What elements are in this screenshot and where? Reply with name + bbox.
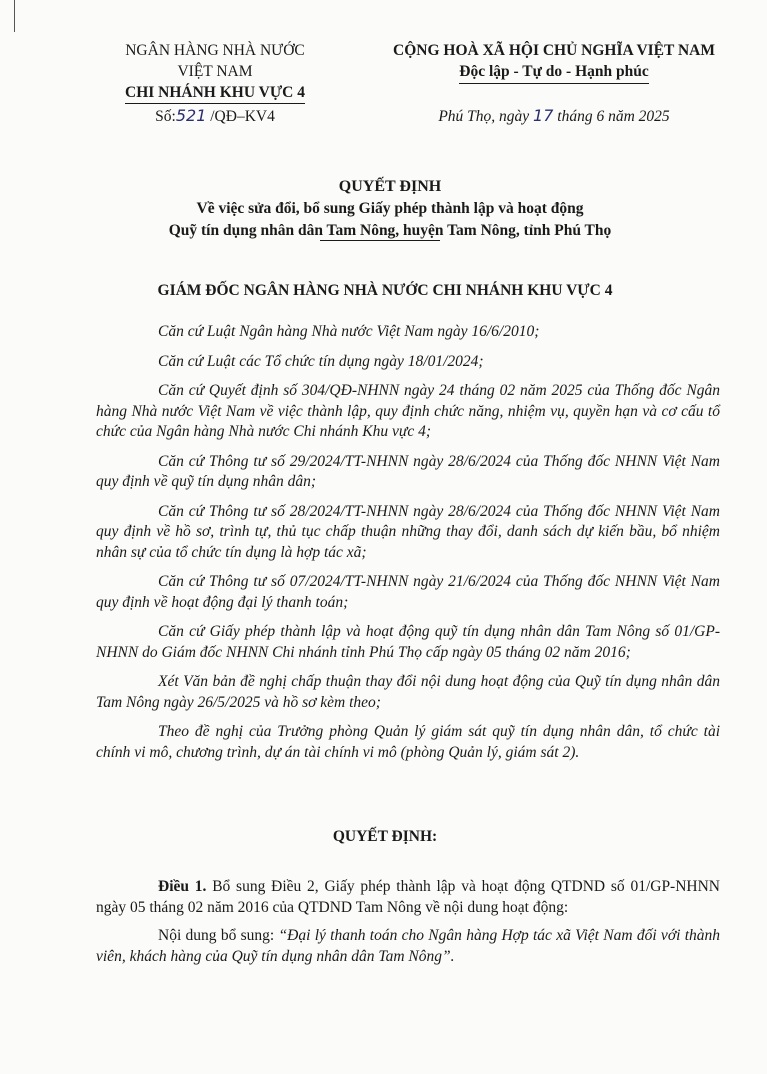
basis-item: Căn cứ Thông tư số 07/2024/TT-NHNN ngày 21/6/2024 của Thống đốc NHNN Việt Nam quy định về hoạt động đại lý thanh toán; [96, 573, 720, 611]
basis-item: Xét Văn bản đề nghị chấp thuận thay đổi nội dung hoạt động của Quỹ tín dụng nhân dân Tam Nông ngày 26/5/2025 và hồ sơ kèm theo; [96, 673, 720, 711]
place-date-prefix: Phú Thọ, ngày [438, 108, 530, 125]
article-1-label: Điều 1. [158, 878, 207, 895]
decision-title-block [60, 176, 720, 242]
article-1-content [96, 925, 720, 967]
agency-line2: VIỆT NAM [177, 63, 253, 80]
basis-item: Căn cứ Luật Ngân hàng Nhà nước Việt Nam ngày 16/6/2010; [158, 323, 540, 340]
content-prefix: Nội dung bổ sung: [158, 927, 275, 944]
legal-basis-list [96, 322, 720, 772]
article-1-text: Bổ sung Điều 2, Giấy phép thành lập và hoạt động QTDND số 01/GP-NHNN ngày 05 tháng 02 năm 2016 của QTDND Tam Nông về nội dung hoạt động: [96, 878, 720, 916]
decision-subject-line2: Quỹ tín dụng nhân dân Tam Nông, huyện Tam Nông, tỉnh Phú Thọ [168, 222, 612, 239]
issuing-authority: GIÁM ĐỐC NGÂN HÀNG NHÀ NƯỚC CHI NHÁNH KHU VỰC 4 [157, 282, 613, 299]
basis-item: Theo đề nghị của Trưởng phòng Quản lý giám sát quỹ tín dụng nhân dân, tổ chức tài chính vi mô, chương trình, dự án tài chính vi mô (phòng Quản lý, giám sát 2). [96, 723, 720, 761]
republic-title: CỘNG HOÀ XÃ HỘI CHỦ NGHĨA VIỆT NAM [393, 42, 715, 59]
doc-no-suffix: /QĐ–KV4 [210, 108, 275, 125]
place-date [368, 106, 740, 126]
document-number [100, 106, 330, 126]
national-header [368, 40, 740, 84]
article-1-paragraph [96, 876, 720, 918]
basis-item: Căn cứ Luật các Tổ chức tín dụng ngày 18/01/2024; [158, 352, 484, 370]
agency-line1: NGÂN HÀNG NHÀ NƯỚC [125, 42, 305, 59]
doc-no-prefix: Số: [155, 108, 176, 125]
decision-title: QUYẾT ĐỊNH [338, 178, 442, 195]
decision-subject-line1: Về việc sửa đổi, bổ sung Giấy phép thành lập và hoạt động [196, 200, 584, 217]
decision-heading: QUYẾT ĐỊNH: [332, 828, 438, 845]
doc-no-handwritten: 521 [175, 106, 207, 125]
scan-edge-mark [14, 0, 15, 32]
basis-item: Căn cứ Quyết định số 304/QĐ-NHNN ngày 24 tháng 02 năm 2025 của Thống đốc Ngân hàng Nhà nước Việt Nam về việc thành lập, quy định chức năng, nhiệm vụ, quyền hạn và cơ cấu tổ chức của Ngân hàng Nhà nước Chi nhánh Khu vực 4; [96, 382, 720, 440]
issuer-header [100, 40, 330, 104]
national-motto: Độc lập - Tự do - Hạnh phúc [459, 61, 648, 84]
basis-item: Căn cứ Giấy phép thành lập và hoạt động quỹ tín dụng nhân dân Tam Nông số 01/GP-NHNN do Giám đốc NHNN Chi nhánh tỉnh Phú Thọ cấp ngày 05 tháng 02 năm 2016; [96, 623, 720, 661]
day-handwritten: 17 [533, 106, 554, 125]
content-quote: “Đại lý thanh toán cho Ngân hàng Hợp tác xã Việt Nam đối với thành viên, khách hàng của Quỹ tín dụng nhân dân Tam Nông”. [96, 927, 720, 965]
article-1 [96, 876, 720, 974]
place-date-suffix: tháng 6 năm 2025 [557, 108, 670, 125]
title-underline [320, 240, 440, 241]
basis-item: Căn cứ Thông tư số 28/2024/TT-NHNN ngày 28/6/2024 của Thống đốc NHNN Việt Nam quy định về hồ sơ, trình tự, thủ tục chấp thuận những thay đổi, danh sách dự kiến bầu, bổ nhiệm nhân sự của tổ chức tín dụng là hợp tác xã; [96, 502, 720, 561]
branch-name: CHI NHÁNH KHU VỰC 4 [125, 82, 305, 104]
basis-item: Căn cứ Thông tư số 29/2024/TT-NHNN ngày 28/6/2024 của Thống đốc NHNN Việt Nam quy định về quỹ tín dụng nhân dân; [96, 452, 720, 490]
